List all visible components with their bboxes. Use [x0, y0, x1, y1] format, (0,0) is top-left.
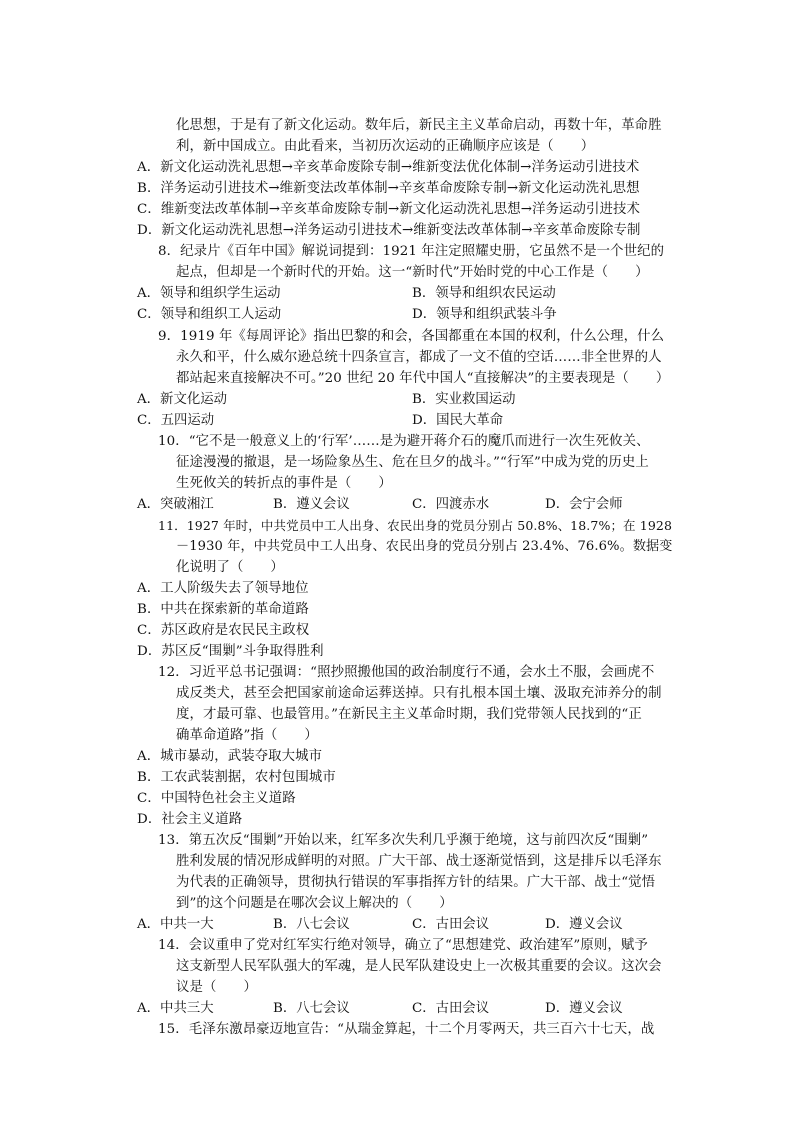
- q9-option-b: B．实业救国运动: [412, 392, 516, 407]
- q12-stem-line-3: 度，才最可靠、也最管用。”在新民主主义革命时期，我们党带领人民找到的“正: [176, 707, 642, 722]
- q13-option-b: B．八七会议: [273, 917, 350, 932]
- q13-stem-line-1: 13．第五次反“围剿”开始以来，红军多次失利几乎濒于绝境，这与前四次反“围剿”: [158, 833, 649, 848]
- q9-stem-line-3: 都站起来直接解决不可。”20 世纪 20 年代中国人“直接解决”的主要表现是（ ）: [176, 371, 670, 386]
- q7-stem-line-2: 利，新中国成立。由此看来，当初历次运动的正确顺序应该是（ ）: [176, 139, 595, 154]
- q11-option-b: B．中共在探索新的革命道路: [137, 602, 309, 617]
- q9-option-c: C．五四运动: [137, 413, 215, 428]
- q10-stem-line-3: 生死攸关的转折点的事件是（ ）: [176, 476, 392, 491]
- q11-stem-line-3: 化说明了（ ）: [176, 560, 284, 575]
- q10-option-d: D．会宁会师: [545, 497, 623, 512]
- q12-option-a: A．城市暴动，武装夺取大城市: [137, 749, 323, 764]
- q13-stem-line-4: 到”的这个问题是在哪次会议上解决的（ ）: [176, 896, 453, 911]
- q10-option-a: A．突破湘江: [137, 497, 214, 512]
- q7-option-c: C．维新变法改革体制→辛亥革命废除专制→新文化运动洗礼思想→洋务运动引进技术: [137, 202, 640, 217]
- q9-option-a: A．新文化运动: [137, 392, 228, 407]
- q14-option-b: B．八七会议: [273, 1001, 350, 1016]
- q12-option-d: D．社会主义道路: [137, 812, 243, 827]
- q7-option-b: B．洋务运动引进技术→维新变法改革体制→辛亥革命废除专制→新文化运动洗礼思想: [137, 181, 640, 196]
- q13-option-d: D．遵义会议: [545, 917, 623, 932]
- q8-stem-line-2: 起点，但却是一个新时代的开始。这一“新时代”开始时党的中心工作是（ ）: [176, 265, 649, 280]
- q11-option-d: D．苏区反“围剿”斗争取得胜利: [137, 644, 324, 659]
- q8-option-a: A．领导和组织学生运动: [137, 286, 281, 301]
- q15-stem-line-1: 15．毛泽东激昂豪迈地宣告：“从瑞金算起，十二个月零两天，共三百六十七天，战: [158, 1022, 655, 1037]
- q14-option-a: A．中共三大: [137, 1001, 214, 1016]
- q11-option-c: C．苏区政府是农民民主政权: [137, 623, 310, 638]
- q8-option-b: B．领导和组织农民运动: [412, 286, 556, 301]
- q12-stem-line-4: 确革命道路”指（ ）: [176, 728, 318, 743]
- q13-stem-line-2: 胜利发展的情况形成鲜明的对照。广大干部、战士逐渐觉悟到，这是排斥以毛泽东: [176, 854, 662, 869]
- q10-option-b: B．遵义会议: [273, 497, 350, 512]
- q13-option-c: C．古田会议: [412, 917, 490, 932]
- q14-stem-line-1: 14．会议重申了党对红军实行绝对领导，确立了“思想建党、政治建军”原则，赋予: [158, 938, 648, 953]
- q12-stem-line-2: 成反类犬，甚至会把国家前途命运葬送掉。只有扎根本国土壤、汲取充沛养分的制: [176, 686, 662, 701]
- q10-stem-line-2: 征途漫漫的撤退，是一场险象丛生、危在旦夕的战斗。”“行军”中成为党的历史上: [176, 455, 649, 470]
- q8-option-c: C．领导和组织工人运动: [137, 307, 282, 322]
- q8-option-d: D．领导和组织武装斗争: [412, 307, 557, 322]
- q10-option-c: C．四渡赤水: [412, 497, 490, 512]
- q10-stem-line-1: 10．“它不是一般意义上的‘行军’……是为避开蒋介石的魔爪而进行一次生死攸关、: [158, 434, 650, 449]
- q7-option-d: D．新文化运动洗礼思想→洋务运动引进技术→维新变法改革体制→辛亥革命废除专制: [137, 223, 641, 238]
- q14-option-d: D．遵义会议: [545, 1001, 623, 1016]
- q12-option-c: C．中国特色社会主义道路: [137, 791, 296, 806]
- q12-option-b: B．工农武装割据，农村包围城市: [137, 770, 336, 785]
- q9-stem-line-2: 永久和平，什么威尔逊总统十四条宣言，都成了一文不值的空话……非全世界的人: [176, 350, 662, 365]
- q7-option-a: A．新文化运动洗礼思想→辛亥革命废除专制→维新变法优化体制→洋务运动引进技术: [137, 160, 640, 175]
- q11-option-a: A．工人阶级失去了领导地位: [137, 581, 309, 596]
- q12-stem-line-1: 12．习近平总书记强调：“照抄照搬他国的政治制度行不通，会水土不服，会画虎不: [158, 665, 655, 680]
- q14-stem-line-2: 这支新型人民军队强大的军魂，是人民军队建设史上一次极其重要的会议。这次会: [176, 959, 662, 974]
- q13-option-a: A．中共一大: [137, 917, 214, 932]
- q9-option-d: D．国民大革命: [412, 413, 504, 428]
- q11-stem-line-1: 11．1927 年时，中共党员中工人出身、农民出身的党员分别占 50.8%、18.7%；在 1928: [158, 518, 673, 533]
- q13-stem-line-3: 为代表的正确领导，贯彻执行错误的军事指挥方针的结果。广大干部、战士“觉悟: [176, 875, 656, 890]
- q14-option-c: C．古田会议: [412, 1001, 490, 1016]
- q7-stem-line-1: 化思想，于是有了新文化运动。数年后，新民主主义革命启动，再数十年，革命胜: [176, 118, 662, 133]
- q9-stem-line-1: 9．1919 年《每周评论》指出巴黎的和会，各国都重在本国的权利，什么公理，什么: [158, 329, 665, 344]
- q14-stem-line-3: 议是（ ）: [176, 980, 257, 995]
- q8-stem-line-1: 8．纪录片《百年中国》解说词提到：1921 年注定照耀史册，它虽然不是一个世纪的: [158, 244, 665, 259]
- q11-stem-line-2: －1930 年，中共党员中工人出身、农民出身的党员分别占 23.4%、76.6%。数据变: [176, 539, 673, 554]
